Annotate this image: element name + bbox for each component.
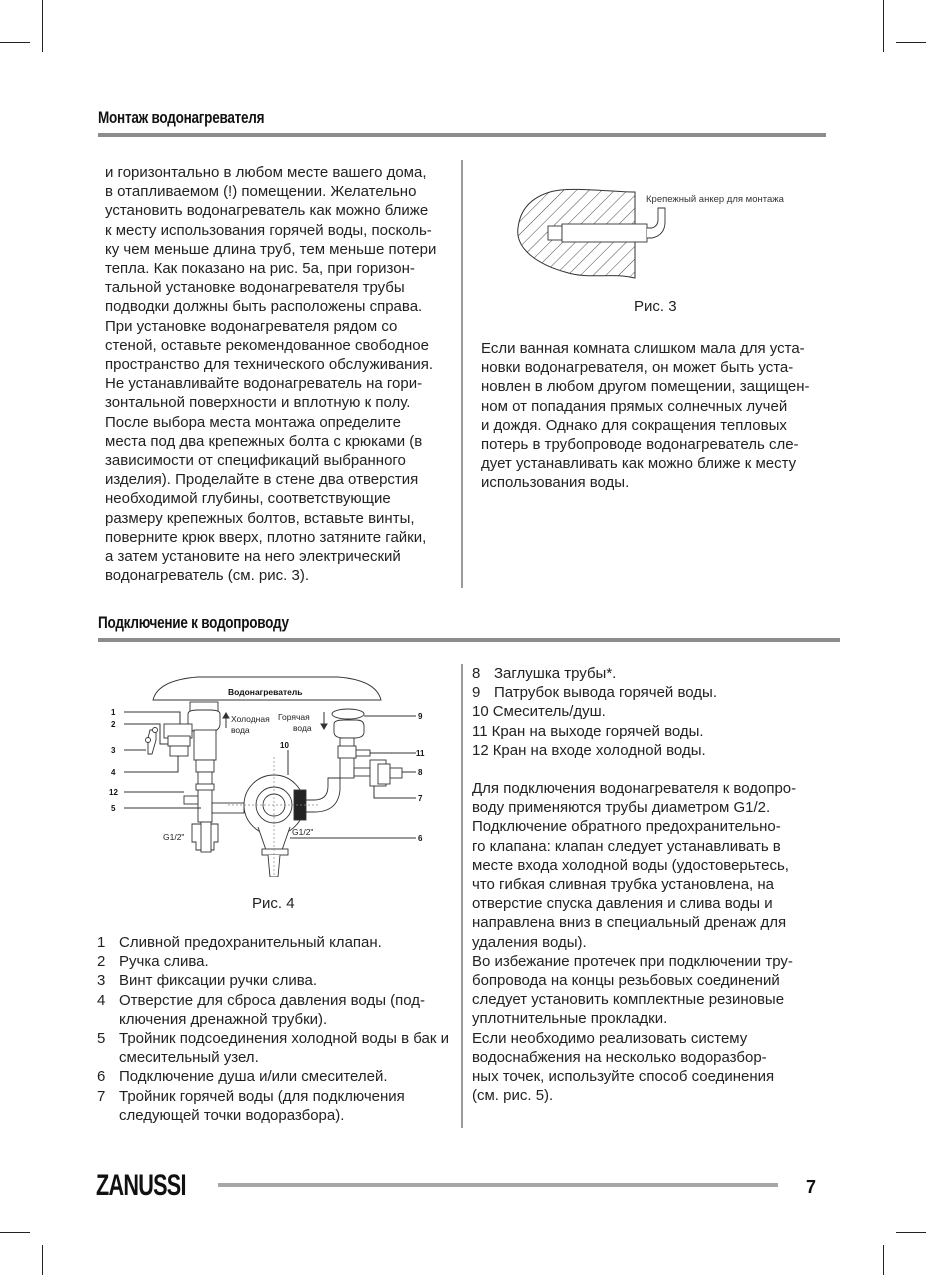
plumbing-text-right: Для подключения водонагревателя к водопро- воду применяются трубы диаметром G1/2. Подключение обратного предохранительно- го клапана: клапан следует устанавливать в месте входа холодной воды (удостоверьтесь, что гибкая сливная трубка установлена, на отверстие спуска давления и слива воды и направлена вниз в специальный дренаж для удаления воды). Во избежание протечек при подключении тру- бопровода на концы резьбовых соединений следует установить комплектные резиновые уплотнительные прокладки. Если необходимо реализовать систему водоснабжения на несколько водоразбор- ных точек, используйте способ соединения (см. рис. 5).	[472, 780, 797, 1105]
callout-11: 11	[416, 749, 425, 758]
figure-4-plumbing-diagram	[108, 672, 438, 877]
legend-item: 6 Подключение душа и/или смесителей.	[97, 1068, 388, 1086]
crop-mark	[42, 1245, 43, 1275]
hot-water-label: Горячая	[278, 712, 310, 722]
callout-4: 4	[111, 768, 116, 777]
footer-rule	[218, 1183, 778, 1187]
legend-item: 7 Тройник горячей воды (для подключения следующей точки водоразбора).	[97, 1087, 405, 1124]
legend-item: 3 Винт фиксации ручки слива.	[97, 972, 318, 990]
column-divider	[461, 664, 463, 1128]
legend-item: 4 Отверстие для сброса давления воды (под-ключения дренажной трубки).	[97, 991, 426, 1028]
installation-text-left: и горизонтально в любом месте вашего дома, в отапливаемом (!) помещении. Желательно установить водонагреватель как можно ближе к месту использования горячей воды, посколь- ку чем меньше длина труб, тем меньше потери тепла. Как показано на рис. 5а, при горизон- тальной установке водонагревателя трубы подводки должны быть расположены справа. При установке водонагревателя рядом со стеной, оставьте рекомендованное свободное пространство для технического обслуживания. Не устанавливайте водонагреватель на гори- зонтальной поверхности и вплотную к полу. После выбора места монтажа определите места под два крепежных болта с крюками (в зависимости от спецификаций выбранного изделия). Проделайте в стене два отверстия необходимой глубины, соответствующие размеру крепежных болтов, вставьте винты, поверните крюк вверх, плотно затяните гайки, а затем установите на него электрический водонагреватель (см. рис. 3).	[105, 164, 437, 585]
column-divider	[461, 160, 463, 588]
callout-12: 12	[109, 788, 118, 797]
legend-item: 5 Тройник подсоединения холодной воды в бак и смесительный узел.	[97, 1030, 449, 1067]
figure-3-caption: Рис. 3	[634, 298, 677, 315]
callout-2: 2	[111, 720, 116, 729]
crop-mark	[0, 1232, 30, 1233]
legend-item: 12 Кран на входе холодной воды.	[472, 741, 706, 759]
section-rule	[98, 133, 826, 137]
section-title-plumbing: Подключение к водопроводу	[98, 614, 289, 632]
callout-9: 9	[418, 712, 423, 721]
page-number: 7	[806, 1177, 817, 1197]
crop-mark	[896, 1232, 926, 1233]
cold-water-label: Холодная	[231, 714, 270, 724]
crop-mark	[0, 42, 30, 43]
brand-logo: ZANUSSI	[96, 1169, 186, 1202]
callout-3: 3	[111, 746, 116, 755]
thread-size-label: G1/2"	[163, 832, 185, 842]
section-rule	[98, 638, 840, 642]
figure-4-caption: Рис. 4	[252, 895, 295, 912]
installation-text-right: Если ванная комната слишком мала для уста- новки водонагревателя, он может быть уста- новлен в любом другом помещении, защищен- ном от попадания прямых солнечных лучей и дождя. Однако для сокращения тепловых потерь в трубопроводе водонагреватель сле- дует устанавливать как можно ближе к месту использования воды.	[481, 340, 810, 492]
crop-mark	[883, 0, 884, 52]
callout-5: 5	[111, 804, 116, 813]
callout-7: 7	[418, 794, 423, 803]
anchor-label: Крепежный анкер для монтажа	[646, 194, 784, 205]
legend-item: 1 Сливной предохранительный клапан.	[97, 934, 382, 951]
heater-label: Водонагреватель	[228, 687, 303, 697]
legend-item: 10 Смеситель/душ.	[472, 703, 606, 721]
legend-list-left	[97, 933, 457, 1125]
crop-mark	[896, 42, 926, 43]
legend-item: 11 Кран на выходе горячей воды.	[472, 722, 704, 740]
thread-size-label: G1/2"	[292, 827, 314, 837]
callout-6: 6	[418, 834, 423, 843]
callout-1: 1	[111, 708, 116, 717]
legend-item: 8 Заглушка трубы*.	[472, 665, 617, 682]
legend-item: 2 Ручка слива.	[97, 953, 209, 971]
legend-list-right	[472, 664, 832, 760]
crop-mark	[42, 0, 43, 52]
legend-item: 9 Патрубок вывода горячей воды.	[472, 684, 717, 702]
crop-mark	[883, 1245, 884, 1275]
callout-10: 10	[280, 741, 289, 750]
callout-8: 8	[418, 768, 423, 777]
section-title-installation: Монтаж водонагревателя	[98, 109, 265, 127]
hot-water-label: вода	[293, 723, 312, 733]
figure-3-anchor-diagram	[510, 180, 830, 280]
cold-water-label: вода	[231, 725, 250, 735]
